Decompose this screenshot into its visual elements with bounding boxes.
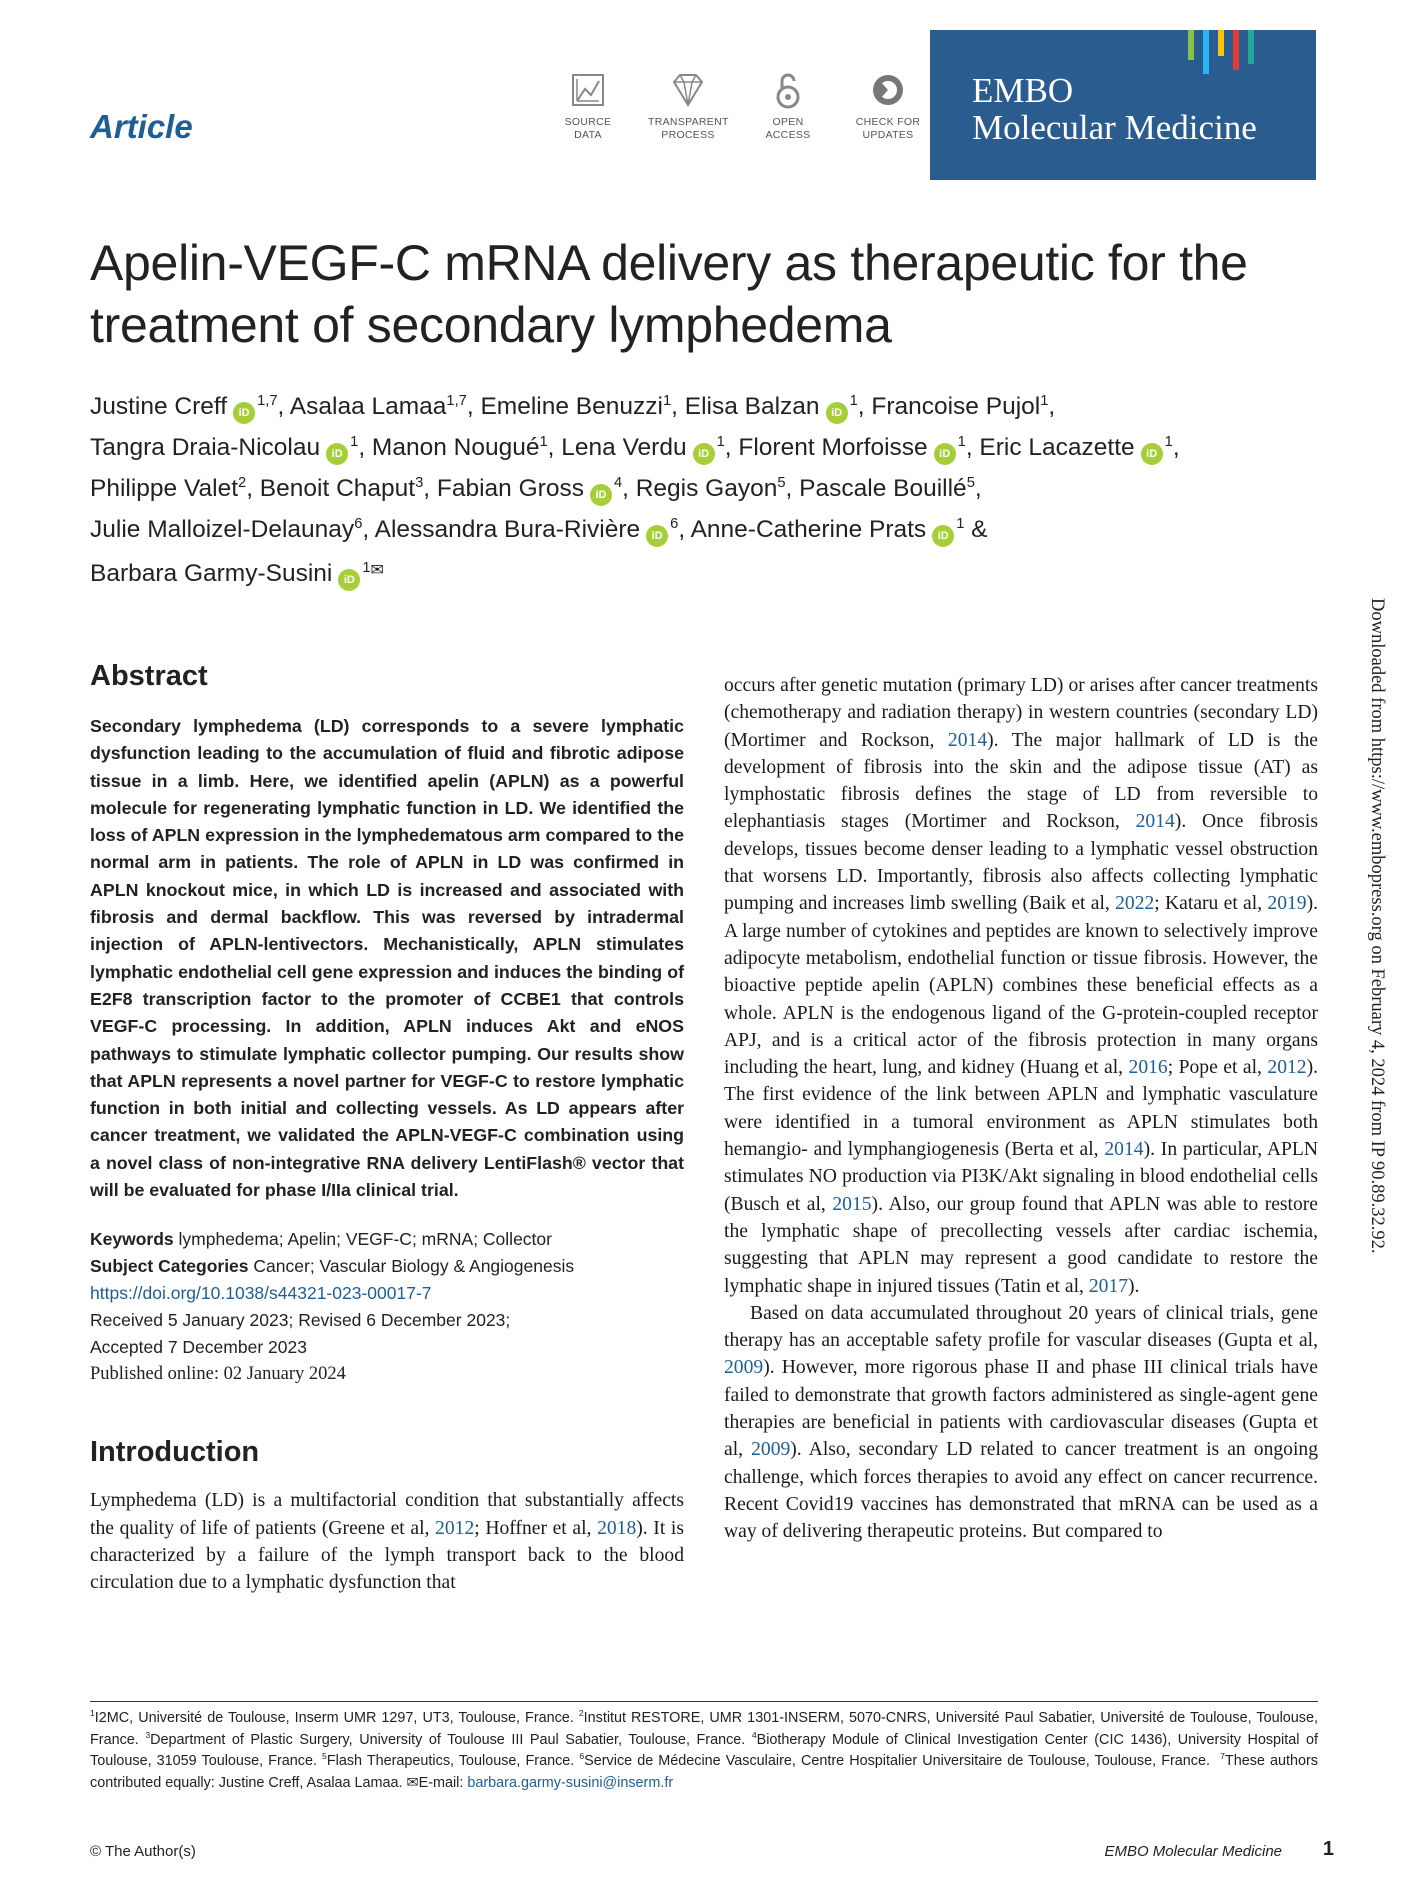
journal-logo-bars bbox=[1188, 30, 1254, 74]
keywords-label: Keywords bbox=[90, 1229, 174, 1250]
badge-source-data[interactable] bbox=[548, 70, 628, 142]
diamond-icon bbox=[666, 70, 710, 110]
badge-label-line1: OPEN bbox=[772, 116, 804, 128]
download-note: Downloaded from https://www.embopress.org on February 4, 2024 from IP 90.89.32.92. bbox=[1367, 598, 1387, 1254]
title-line-2: treatment of secondary lymphedema bbox=[90, 297, 892, 353]
abstract-text: Secondary lymphedema (LD) corresponds to a severe lymphatic dysfunction leading to the accumulation of fluid and fibrotic adipose tissue in a limb. Here, we identified apelin (APLN) as a powerful molecule for regenerating lymphatic function in LD. We identified the loss of APLN expression in the lymphedematous arm compared to the normal arm in patients. The role of APLN in LD was confirmed in APLN knockout mice, in which LD is increased and associated with fibrosis and dermal backflow. This was reversed by intradermal injection of APLN-lentivectors. Mechanistically, APLN stimulates lymphatic endothelial cell gene expression and induces the binding of E2F8 transcription factor to the promoter of CCBE1 that controls VEGF-C processing. In addition, APLN induces Akt and eNOS pathways to stimulate lymphatic collector pumping. Our results show that APLN represents a novel partner for VEGF-C to restore lymphatic function in both initial and collecting vessels. As LD appears after cancer treatment, we validated the APLN-VEGF-C combination using a novel class of non-integrative RNA delivery LentiFlash® vector that will be evaluated for phase I/IIa clinical trial. bbox=[90, 716, 684, 1201]
journal-name-line1: EMBO bbox=[972, 71, 1074, 110]
received-date: Received 5 January 2023; Revised 6 December 2023; bbox=[90, 1310, 511, 1331]
citation-link[interactable]: 2014 bbox=[1104, 1139, 1144, 1161]
badge-label-line2: ACCESS bbox=[765, 129, 811, 141]
journal-logo bbox=[930, 30, 1316, 180]
orcid-icon[interactable]: iD bbox=[1141, 443, 1163, 465]
footer-journal-name: EMBO Molecular Medicine bbox=[1104, 1843, 1282, 1860]
orcid-icon[interactable]: iD bbox=[826, 402, 848, 424]
title-line-1: Apelin-VEGF-C mRNA delivery as therapeutic for the bbox=[90, 235, 1248, 291]
citation-link[interactable]: 2022 bbox=[1115, 893, 1155, 915]
citation-link[interactable]: 2017 bbox=[1088, 1275, 1129, 1297]
badge-transparent-process[interactable] bbox=[648, 70, 728, 142]
copyright-notice: © The Author(s) bbox=[90, 1843, 196, 1860]
orcid-icon[interactable]: iD bbox=[590, 484, 612, 506]
intro-paragraph-continued: occurs after genetic mutation (primary LD) or arises after cancer treatments (chemotherapy and radiation therapy) in western countries (secondary LD) (Mortimer and Rockson, 2014). The major hallmark of LD is the development of fibrosis into the skin and the adipose tissue (AT) as lymphostatic fibrosis defines the stage of LD from reversible to elephantiasis stages (Mortimer and Rockson, 2014). Once fibrosis develops, tissues become denser leading to a lymphatic vessel obstruction that worsens LD. Importantly, fibrosis also affects collecting lymphatic pumping and increases limb swelling (Baik et al, 2022; Kataru et al, 2019). A large number of cytokines and peptides are known to selectively improve adipocyte metabolism, endothelial function or tissue fibrosis. However, the bioactive peptide apelin (APLN) combines these beneficial effects as a whole. APLN is the endogenous ligand of the G-protein-coupled receptor APJ, and is a critical actor of the fibrosis protection in many organs including the heart, lung, and kidney (Huang et al, 2016; Pope et al, 2012). The first evidence of the link between APLN and lymphatic vasculature were identified in a tumoral environment as APLN stimulates both hemangio- and lymphangiogenesis (Berta et al, 2014). In particular, APLN stimulates NO production via PI3K/Akt signaling in blood endothelial cells (Busch et al, 2015). Also, our group found that APLN was able to restore the lymphatic shape of precollecting vessels after cardiac ischemia, suggesting that APLN may represent a good candidate to restore the lymphatic shape in injured tissues (Tatin et al, 2017). bbox=[724, 675, 1319, 1297]
orcid-icon[interactable]: iD bbox=[646, 525, 668, 547]
journal-name-line2: Molecular Medicine bbox=[972, 108, 1257, 147]
citation-link[interactable]: 2009 bbox=[724, 1357, 764, 1379]
source-data-icon bbox=[568, 70, 608, 110]
accepted-date: Accepted 7 December 2023 bbox=[90, 1337, 307, 1358]
citation-link[interactable]: 2015 bbox=[832, 1193, 872, 1215]
envelope-icon: ✉ bbox=[406, 1774, 419, 1791]
citation-link[interactable]: 2014 bbox=[1135, 811, 1175, 833]
orcid-icon[interactable]: iD bbox=[233, 402, 255, 424]
badge-label-line2: DATA bbox=[574, 129, 602, 141]
orcid-icon[interactable]: iD bbox=[338, 569, 360, 591]
badge-open-access[interactable] bbox=[748, 70, 828, 142]
intro-text: Lymphedema (LD) is a multifactorial condition that substantially affects the quality of life of patients (Greene et al, bbox=[90, 1490, 684, 1539]
subject-value: Cancer; Vascular Biology & Angiogenesis bbox=[253, 1256, 575, 1277]
badge-label-line1: TRANSPARENT bbox=[648, 116, 729, 128]
subject-label: Subject Categories bbox=[90, 1256, 249, 1277]
intro-text: ). It is characterized by a failure of the lymph transport back to the blood circulation due to a lymphatic dysfunction that bbox=[90, 1517, 684, 1594]
intro-text: ; Hoffner et al, bbox=[474, 1517, 598, 1539]
intro-paragraph-2: Based on data accumulated throughout 20 years of clinical trials, gene therapy has an acceptable safety profile for vascular diseases (Gupta et al, 2009). However, more rigorous phase II and phase III clinical trials have failed to demonstrate that growth factors administered as single-agent gene therapies are beneficial in patients with cardiovascular diseases (Gupta et al, 2009). Also, secondary LD related to cancer treatment is an ongoing challenge, which forces therapies to avoid any effect on cancer recurrence. Recent Covid19 vaccines has demonstrated that mRNA can be used as a way of delivering therapeutic proteins. But compared to bbox=[724, 1302, 1318, 1543]
abstract-heading: Abstract bbox=[90, 660, 208, 692]
citation-link[interactable]: 2009 bbox=[751, 1439, 791, 1461]
citation-link[interactable]: 2014 bbox=[947, 729, 988, 751]
article-title bbox=[90, 232, 1330, 356]
open-access-lock-icon bbox=[768, 70, 808, 110]
citation-link[interactable]: 2012 bbox=[435, 1517, 475, 1539]
article-type-label: Article bbox=[90, 108, 193, 145]
badge-label-line2: UPDATES bbox=[862, 129, 914, 141]
citation-link[interactable]: 2016 bbox=[1128, 1057, 1168, 1079]
orcid-icon[interactable]: iD bbox=[693, 443, 715, 465]
published-date: Published online: 02 January 2024 bbox=[90, 1364, 346, 1385]
citation-link[interactable]: 2018 bbox=[597, 1517, 637, 1539]
affiliations-footnote: $^1$I2MC, Université de Toulouse, Inserm UMR 1297, UT3, Toulouse, France. $^2$Institut RESTORE, UMR 1301-INSERM, 5070-CNRS, Université Paul Sabatier, Université de Toulouse, Toulouse, France. $^3$Department of Plastic Surgery, University of Toulouse III Paul Sabatier, Toulouse, France. $^4$Biotherapy Module of Clinical Investigation Center (CIC 1436), University Hospital of Toulouse, 31059 Toulouse, France. $^5$Flash Therapeutics, Toulouse, France. $^6$Service de Médecine Vasculaire, Centre Hospitalier Universitaire de Toulouse, Toulouse, France. $^7$These authors contributed equally: Justine Creff, Asalaa Lamaa. ✉E-mail: barbara.garmy-susini@inserm.fr bbox=[90, 1708, 1318, 1791]
doi-link[interactable]: https://doi.org/10.1038/s44321-023-00017-7 bbox=[90, 1283, 432, 1304]
author-list: Justine Creff iD$^{1,7}$, Asalaa Lamaa$^{1,7}$, Emeline Benuzzi$^1$, Elisa Balzan $iD^1$, Francoise Pujol$^1$, Tangra Draia-Nicolau $iD^1$, Manon Nougué$^1$, Lena Verdu $iD^1$, Florent Morfoisse $iD^1$, Eric Lacazette $iD^1$, Philippe Valet$^2$, Benoit Chaput$^3$, Fabian Gross $iD^4$, Regis Gayon$^5$, Pascale Bouillé$^5$, Julie Malloizel-Delaunay$^6$, Alessandra Bura-Rivière $iD^6$, Anne-Catherine Prats $iD^1$ & Barbara Garmy-Susini $iD^{1✉}$ bbox=[90, 386, 1330, 594]
footnote-divider bbox=[90, 1701, 1318, 1702]
introduction-paragraph bbox=[90, 1487, 684, 1596]
badge-label-line1: SOURCE bbox=[564, 116, 612, 128]
page-number: 1 bbox=[1322, 1838, 1334, 1860]
article-metadata bbox=[90, 1226, 684, 1388]
badge-label-line2: PROCESS bbox=[661, 129, 715, 141]
orcid-icon[interactable]: iD bbox=[932, 525, 954, 547]
badge-check-updates[interactable] bbox=[848, 70, 928, 142]
introduction-heading: Introduction bbox=[90, 1436, 260, 1469]
left-column bbox=[90, 660, 684, 1597]
orcid-icon[interactable]: iD bbox=[934, 443, 956, 465]
right-column bbox=[724, 672, 1318, 1546]
envelope-icon[interactable]: ✉ bbox=[370, 562, 384, 579]
check-updates-icon bbox=[868, 70, 908, 110]
citation-link[interactable]: 2012 bbox=[1267, 1057, 1307, 1079]
article-badges bbox=[548, 70, 928, 142]
contact-email-link[interactable]: barbara.garmy-susini@inserm.fr bbox=[467, 1774, 674, 1791]
citation-link[interactable]: 2019 bbox=[1267, 893, 1307, 915]
keywords-value: lymphedema; Apelin; VEGF-C; mRNA; Collector bbox=[178, 1229, 552, 1250]
orcid-icon[interactable]: iD bbox=[326, 443, 348, 465]
badge-label-line1: CHECK FOR bbox=[855, 116, 921, 128]
